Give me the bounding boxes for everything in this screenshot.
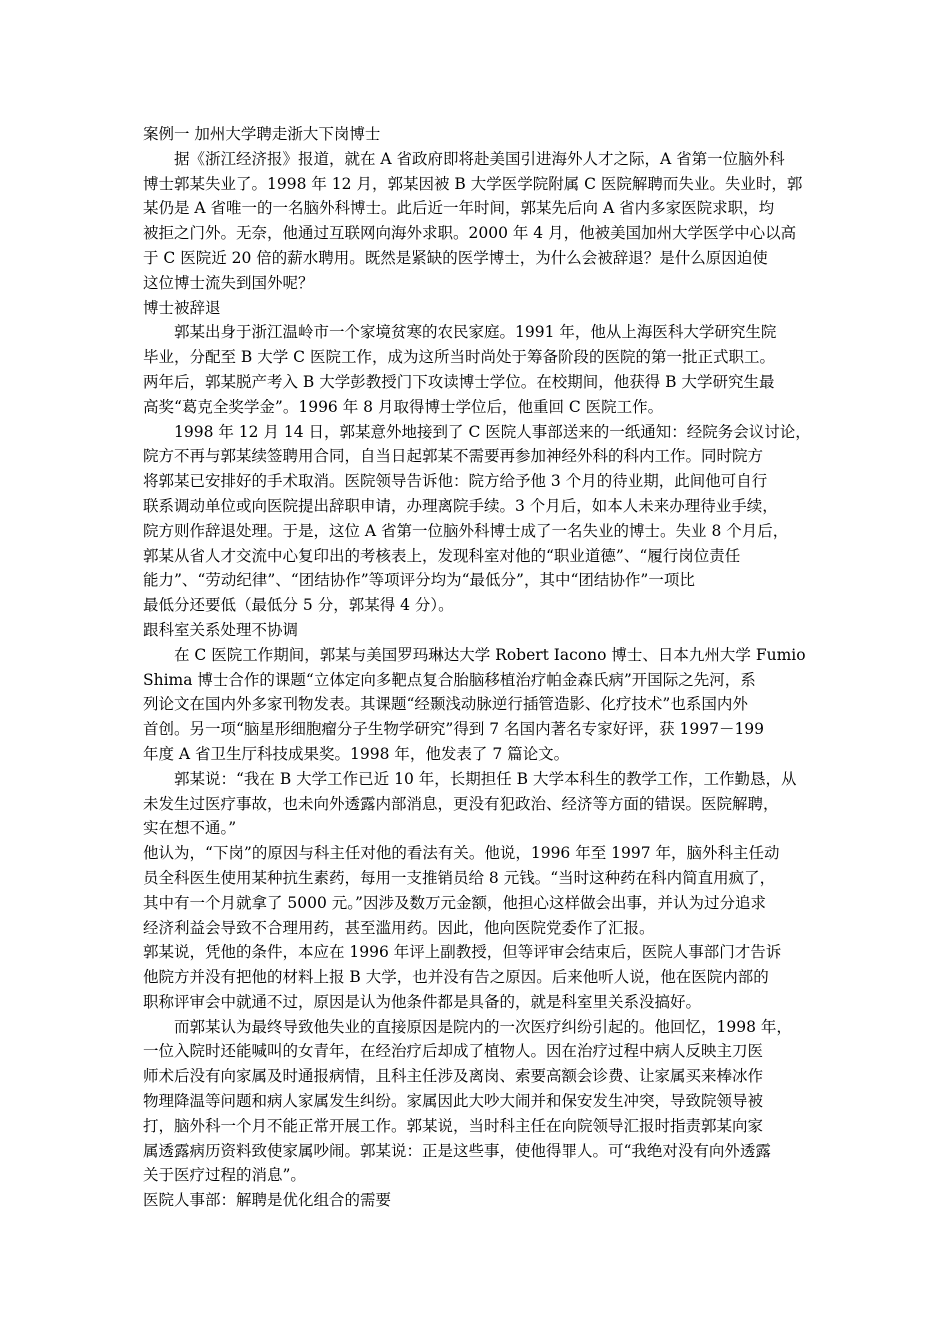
text-line: 郭某说：“我在 B 大学工作已近 10 年，长期担任 B 大学本科生的教学工作，工作勤恳，从 [174, 769, 797, 788]
text-line: 郭某出身于浙江温岭市一个家境贫寒的农民家庭。1991 年，他从上海医科大学研究生院 [174, 323, 777, 342]
text-line: 被拒之门外。无奈，他通过互联网向海外求职。2000 年 4 月，他被美国加州大学医学中心以高 [143, 224, 797, 243]
text-line: 其中有一个月就拿了 5000 元。”因涉及数万元金额，他担心这样做会出事，并认为过分追求 [143, 893, 766, 912]
text-line: 郭某从省人才交流中心复印出的考核表上，发现科室对他的“职业道德”、“履行岗位责任 [143, 546, 741, 565]
text-line: 实在想不通。” [143, 819, 237, 838]
text-line: 1998 年 12 月 14 日，郭某意外地接到了 C 医院人事部送来的一纸通知：经院务会议讨论， [174, 422, 811, 441]
text-line: 而郭某认为最终导致他失业的直接原因是院内的一次医疗纠纷引起的。他回忆，1998 年， [174, 1017, 792, 1036]
document-page [143, 122, 813, 1213]
text-line: 案例一 加州大学聘走浙大下岗博士 [143, 125, 381, 143]
text-line: 于 C 医院近 20 倍的薪水聘用。既然是紧缺的医学博士，为什么会被辞退？是什么原因迫使 [143, 248, 768, 267]
text-line: 关于医疗过程的消息”。 [143, 1166, 306, 1185]
text-line: 博士被辞退 [143, 298, 221, 317]
text-line: 属透露病历资料致使家属吵闹。郭某说：正是这些事，使他得罪人。可“我绝对没有向外透露 [143, 1141, 771, 1160]
text-line: 医院人事部：解聘是优化组合的需要 [143, 1191, 392, 1210]
text-line: 最低分还要低（最低分 5 分，郭某得 4 分）。 [143, 596, 454, 615]
text-line: 列论文在国内外多家刊物发表。其课题“经颞浅动脉逆行插管造影、化疗技术”也系国内外 [143, 695, 748, 714]
text-line: 某仍是 A 省唯一的一名脑外科博士。此后近一年时间，郭某先后向 A 省内多家医院求职，均 [143, 199, 775, 218]
text-line: 能力”、“劳动纪律”、“团结协作”等项评分均为“最低分”，其中“团结协作”一项比 [143, 571, 695, 590]
text-line: 高奖“葛克全奖学金”。1996 年 8 月取得博士学位后，他重回 C 医院工作。 [143, 397, 664, 416]
text-line: 一位入院时还能喊叫的女青年，在经治疗后却成了植物人。因在治疗过程中病人反映主刀医 [143, 1042, 764, 1061]
text-line: Shima 博士合作的课题“立体定向多靶点复合胎脑移植治疗帕金森氏病”开国际之先河，系 [143, 670, 756, 689]
text-line: 师术后没有向家属及时通报病情，且科主任涉及离岗、索要高额会诊费、让家属买来棒冰作 [143, 1067, 764, 1086]
text-line: 年度 A 省卫生厅科技成果奖。1998 年，他发表了 7 篇论文。 [143, 744, 570, 763]
text-line: 博士郭某失业了。1998 年 12 月，郭某因被 B 大学医学院附属 C 医院解聘而失业。失业时，郭 [143, 174, 803, 193]
text-line: 院方不再与郭某续签聘用合同，自当日起郭某不需要再参加神经外科的科内工作。同时院方 [143, 447, 764, 466]
text-line: 未发生过医疗事故，也未向外透露内部消息，更没有犯政治、经济等方面的错误。医院解聘， [143, 794, 779, 813]
text-line: 跟科室关系处理不协调 [143, 620, 299, 639]
text-line: 物理降温等问题和病人家属发生纠纷。家属因此大吵大闹并和保安发生冲突，导致院领导被 [143, 1092, 764, 1111]
text-line: 他认为，“下岗”的原因与科主任对他的看法有关。他说，1996 年至 1997 年，脑外科主任动 [143, 844, 780, 863]
text-line: 两年后，郭某脱产考入 B 大学彭教授门下攻读博士学位。在校期间，他获得 B 大学研究生最 [143, 372, 775, 391]
text-line: 他院方并没有把他的材料上报 B 大学，也并没有告之原因。后来他听人说，他在医院内部的 [143, 968, 769, 987]
text-line: 在 C 医院工作期间，郭某与美国罗玛琳达大学 Robert Iacono 博士、日本九州大学 Fumio [174, 645, 806, 664]
text-line: 员全科医生使用某种抗生素药，每用一支推销员给 8 元钱。“当时这种药在科内简直用疯了， [143, 868, 776, 887]
text-line: 首创。另一项“脑星形细胞瘤分子生物学研究”得到 7 名国内著名专家好评，获 1997－199 [143, 720, 765, 739]
text-line: 打，脑外科一个月不能正常开展工作。郭某说，当时科主任在向院领导汇报时指责郭某向家 [143, 1116, 764, 1135]
text-line: 毕业，分配至 B 大学 C 医院工作，成为这所当时尚处于筹备阶段的医院的第一批正式职工。 [143, 348, 775, 367]
text-line: 郭某说，凭他的条件，本应在 1996 年评上副教授，但等评审会结束后，医院人事部门才告诉 [143, 943, 782, 962]
text-line: 将郭某已安排好的手术取消。医院领导告诉他：院方给予他 3 个月的待业期，此间他可自行 [143, 472, 768, 491]
text-line: 这位博士流失到国外呢？ [143, 273, 314, 292]
text-line: 经济利益会导致不合理用药，甚至滥用药。因此，他向医院党委作了汇报。 [143, 918, 655, 937]
text-line: 联系调动单位或向医院提出辞职申请，办理离院手续。3 个月后，如本人未来办理待业手续， [143, 496, 778, 515]
text-line: 据《浙江经济报》报道，就在 A 省政府即将赴美国引进海外人才之际，A 省第一位脑外科 [174, 149, 785, 168]
text-line: 职称评审会中就通不过，原因是认为他条件都是具备的，就是科室里关系没搞好。 [143, 992, 702, 1011]
text-line: 院方则作辞退处理。于是，这位 A 省第一位脑外科博士成了一名失业的博士。失业 8 个月后， [143, 521, 789, 540]
